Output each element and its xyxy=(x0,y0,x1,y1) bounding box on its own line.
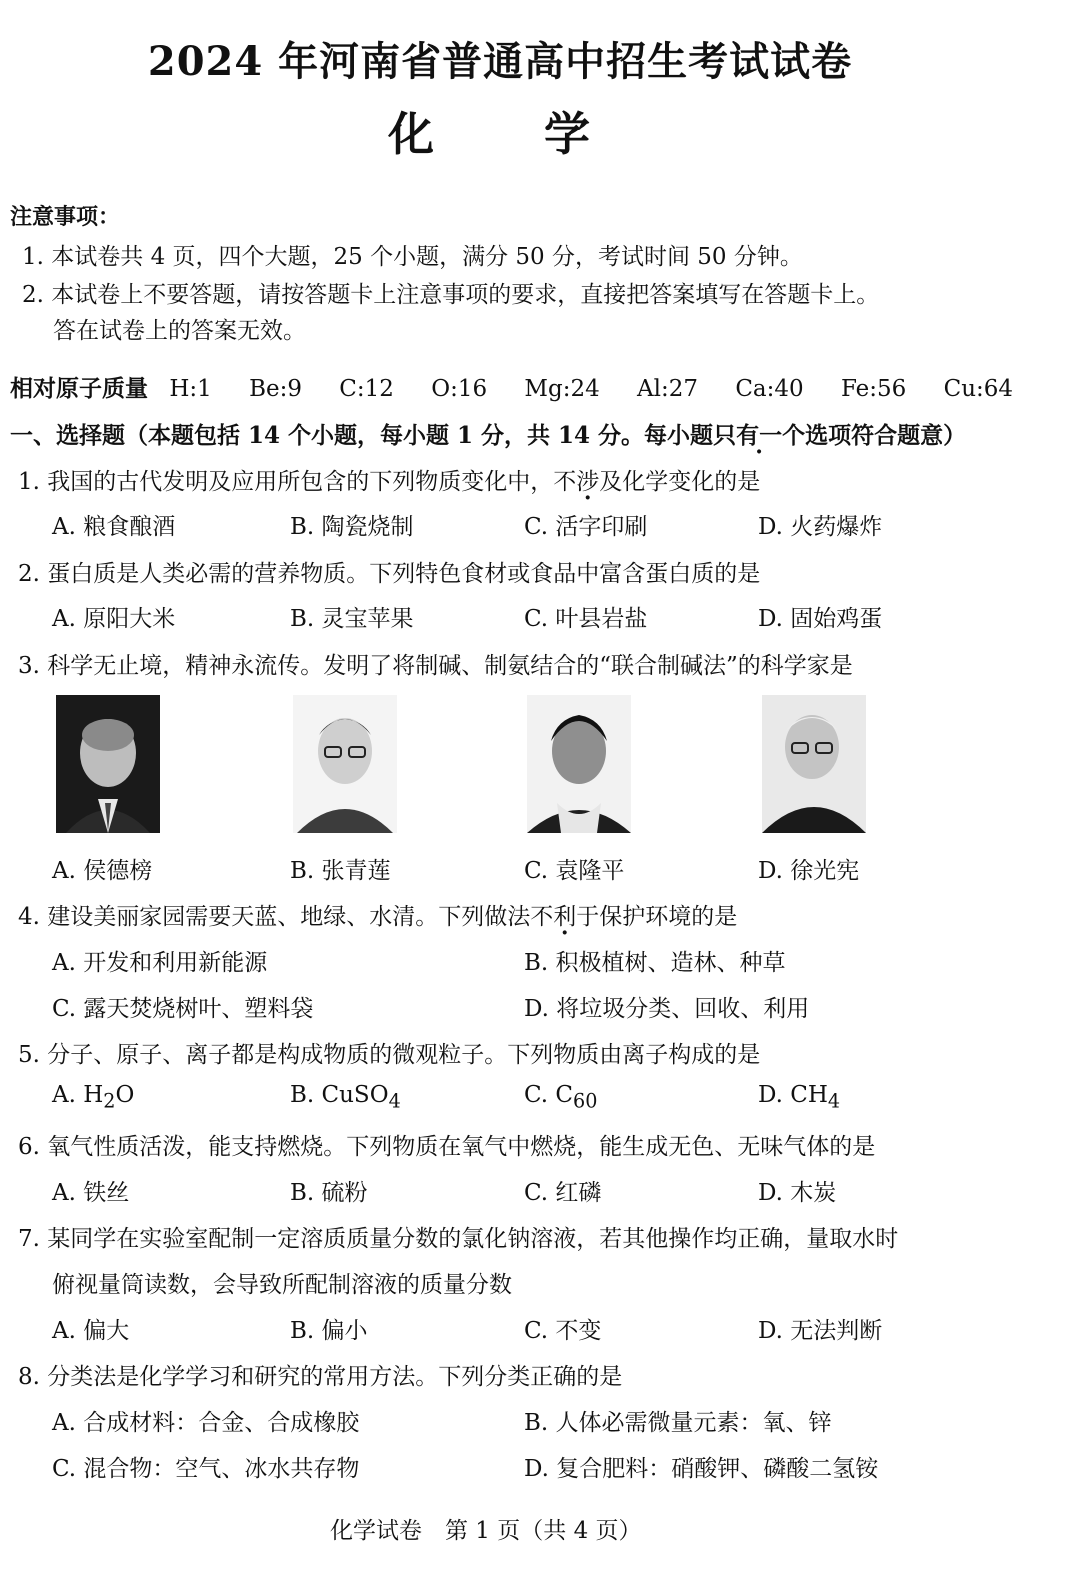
question-6-stem: 6. 氧气性质活泼，能支持燃烧。下列物质在氧气中燃烧，能生成无色、无味气体的是 xyxy=(18,1134,876,1160)
stem-emphasis: 不涉及 xyxy=(553,469,623,495)
portrait-a-image xyxy=(56,695,160,833)
question-1-option-a: A. 粮食酿酒 xyxy=(52,514,176,540)
stem-emphasis: 不利于 xyxy=(530,904,600,930)
question-3-stem: 3. 科学无止境，精神永流传。发明了将制碱、制氨结合的“联合制碱法”的科学家是 xyxy=(18,653,853,679)
portrait-photo-a xyxy=(56,695,160,833)
question-7-stem: 7. 某同学在实验室配制一定溶质质量分数的氯化钠溶液，若其他操作均正确，量取水时 xyxy=(18,1226,899,1252)
stem-text: 4. 建设美丽家园需要天蓝、地绿、水清。下列做法 xyxy=(18,904,531,930)
question-7-stem-continued: 俯视量筒读数，会导致所配制溶液的质量分数 xyxy=(52,1272,512,1298)
subject-title: 化学 xyxy=(388,107,700,161)
atomic-mass-item: H:1 xyxy=(169,376,212,402)
question-2-option-b: B. 灵宝苹果 xyxy=(290,606,414,632)
question-8-option-a: A. 合成材料：合金、合成橡胶 xyxy=(52,1410,360,1436)
formula-text: O xyxy=(115,1082,135,1108)
question-5-option-a xyxy=(52,1082,134,1113)
question-7-option-a: A. 偏大 xyxy=(52,1318,130,1344)
portrait-d-image xyxy=(762,695,866,833)
formula-text: D. CH xyxy=(758,1082,828,1108)
section-heading-pre: 一、选择题（本题包括 14 个小题，每小题 1 分，共 14 分。每小题 xyxy=(10,422,714,449)
atomic-mass-item: Al:27 xyxy=(637,376,699,402)
question-5-option-d xyxy=(758,1082,840,1113)
question-6-option-b: B. 硫粉 xyxy=(290,1180,368,1206)
section-heading-post: 选项符合题意） xyxy=(805,422,967,449)
question-4-option-d: D. 将垃圾分类、回收、利用 xyxy=(524,996,810,1022)
atomic-mass-row xyxy=(10,370,1043,403)
formula-subscript: 4 xyxy=(388,1089,401,1113)
question-1-option-c: C. 活字印刷 xyxy=(524,514,648,540)
note-item-1: 1. 本试卷共 4 页，四个大题，25 个小题，满分 50 分，考试时间 50 分钟。 xyxy=(22,244,803,270)
atomic-mass-item: Be:9 xyxy=(249,376,302,402)
portrait-b-image xyxy=(293,695,397,833)
atomic-mass-item: Cu:64 xyxy=(943,376,1014,402)
stem-text: 1. 我国的古代发明及应用所包含的下列物质变化中， xyxy=(18,469,554,495)
question-1-stem xyxy=(18,463,760,496)
question-7-option-d: D. 无法判断 xyxy=(758,1318,883,1344)
exam-title: 2024 年河南省普通高中招生考试试卷 xyxy=(147,38,853,85)
question-3-option-b: B. 张青莲 xyxy=(290,858,391,884)
question-5-option-b xyxy=(290,1082,401,1113)
question-5-option-c xyxy=(524,1082,597,1113)
atomic-mass-item: Ca:40 xyxy=(735,376,804,402)
question-4-option-a: A. 开发和利用新能源 xyxy=(52,950,268,976)
question-3-option-a: A. 侯德榜 xyxy=(52,858,153,884)
atomic-mass-label: 相对原子质量 xyxy=(10,375,148,402)
section-heading-emphasis: 只有一个 xyxy=(713,422,806,449)
atomic-mass-item: Mg:24 xyxy=(524,376,600,402)
question-8-option-b: B. 人体必需微量元素：氧、锌 xyxy=(524,1410,832,1436)
question-2-option-a: A. 原阳大米 xyxy=(52,606,176,632)
portrait-photo-d xyxy=(762,695,866,833)
question-8-option-c: C. 混合物：空气、冰水共存物 xyxy=(52,1456,360,1482)
question-2-option-c: C. 叶县岩盐 xyxy=(524,606,648,632)
formula-text: A. H xyxy=(52,1082,104,1108)
atomic-mass-item: C:12 xyxy=(339,376,394,402)
question-6-option-c: C. 红磷 xyxy=(524,1180,602,1206)
question-1-option-b: B. 陶瓷烧制 xyxy=(290,514,414,540)
question-4-stem xyxy=(18,898,737,931)
note-item-2: 2. 本试卷上不要答题，请按答题卡上注意事项的要求，直接把答案填写在答题卡上。 xyxy=(22,282,880,308)
question-4-option-c: C. 露天焚烧树叶、塑料袋 xyxy=(52,996,314,1022)
atomic-mass-item: O:16 xyxy=(431,376,488,402)
stem-text: 保护环境的是 xyxy=(599,904,738,930)
notes-heading: 注意事项： xyxy=(10,204,121,230)
question-3-option-d: D. 徐光宪 xyxy=(758,858,860,884)
question-5-stem: 5. 分子、原子、离子都是构成物质的微观粒子。下列物质由离子构成的是 xyxy=(18,1042,761,1068)
stem-text: 化学变化的是 xyxy=(622,469,761,495)
question-8-option-d: D. 复合肥料：硝酸钾、磷酸二氢铵 xyxy=(524,1456,879,1482)
section-heading xyxy=(10,417,966,450)
portrait-c-image xyxy=(527,695,631,833)
question-6-option-d: D. 木炭 xyxy=(758,1180,837,1206)
portrait-photo-b xyxy=(293,695,397,833)
formula-text: B. CuSO xyxy=(290,1082,389,1108)
formula-subscript: 2 xyxy=(103,1089,116,1113)
formula-text: C. C xyxy=(524,1082,573,1108)
question-8-stem: 8. 分类法是化学学习和研究的常用方法。下列分类正确的是 xyxy=(18,1364,623,1390)
question-2-stem: 2. 蛋白质是人类必需的营养物质。下列特色食材或食品中富含蛋白质的是 xyxy=(18,561,761,587)
question-2-option-d: D. 固始鸡蛋 xyxy=(758,606,883,632)
question-7-option-b: B. 偏小 xyxy=(290,1318,368,1344)
question-3-option-c: C. 袁隆平 xyxy=(524,858,625,884)
portrait-photo-c xyxy=(527,695,631,833)
question-4-option-b: B. 积极植树、造林、种草 xyxy=(524,950,786,976)
formula-subscript: 4 xyxy=(827,1089,841,1113)
question-1-option-d: D. 火药爆炸 xyxy=(758,514,883,540)
page-footer: 化学试卷 第 1 页（共 4 页） xyxy=(330,1518,642,1544)
note-item-3: 答在试卷上的答案无效。 xyxy=(53,318,306,344)
formula-subscript: 60 xyxy=(573,1089,598,1113)
atomic-mass-item: Fe:56 xyxy=(840,376,907,402)
question-6-option-a: A. 铁丝 xyxy=(52,1180,130,1206)
question-7-option-c: C. 不变 xyxy=(524,1318,602,1344)
